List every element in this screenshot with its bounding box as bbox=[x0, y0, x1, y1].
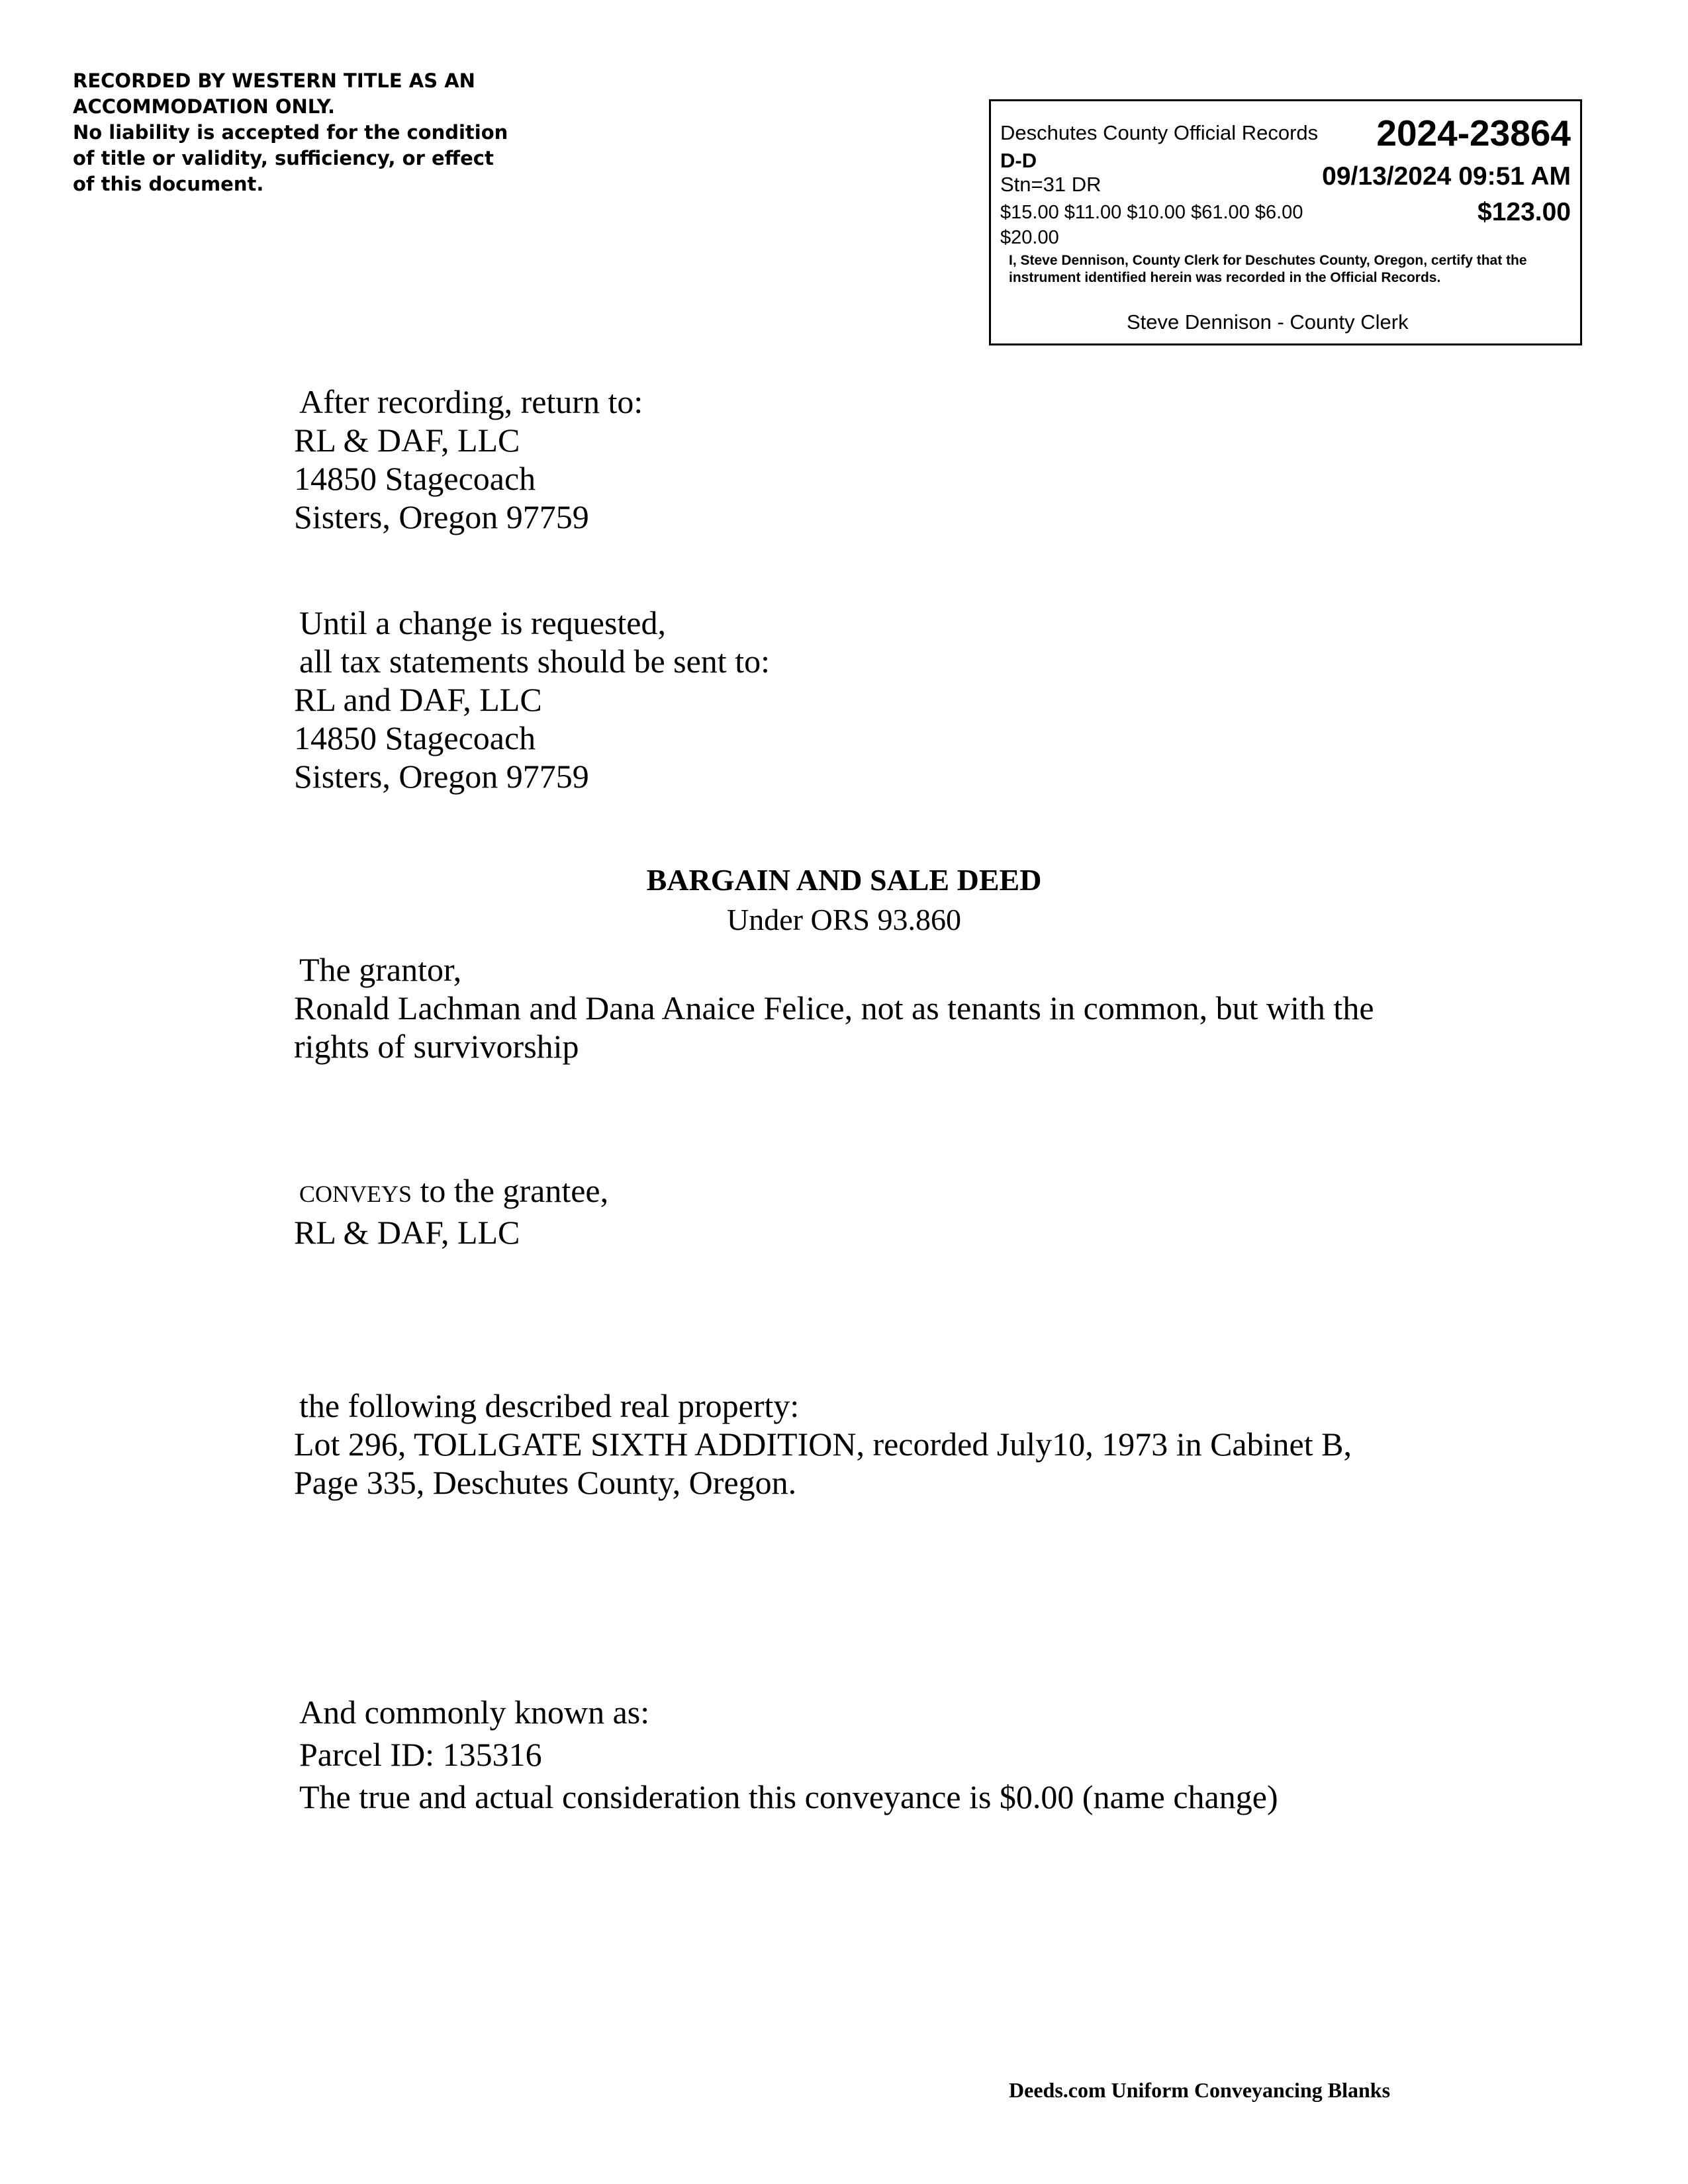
grantor-label: The grantor, bbox=[299, 951, 462, 988]
property-description-block bbox=[294, 1387, 1352, 1502]
conveys-line bbox=[294, 1171, 608, 1213]
deed-title-block bbox=[0, 860, 1688, 940]
disclaimer-line: of title or validity, sufficiency, or effect bbox=[73, 147, 494, 169]
grantee-block bbox=[294, 1171, 608, 1251]
property-description: Lot 296, TOLLGATE SIXTH ADDITION, recorded July10, 1973 in Cabinet B, bbox=[294, 1426, 1352, 1463]
stamp-document-number: 2024-23864 bbox=[1376, 113, 1571, 154]
disclaimer-line: ACCOMMODATION ONLY. bbox=[73, 95, 335, 118]
tax-name: RL and DAF, LLC bbox=[294, 681, 542, 718]
grantor-names-continued: rights of survivorship bbox=[294, 1028, 579, 1065]
stamp-signature: Steve Dennison - County Clerk bbox=[1127, 310, 1409, 334]
grantor-names: Ronald Lachman and Dana Anaice Felice, not as tenants in common, but with the bbox=[294, 989, 1374, 1026]
parcel-id: Parcel ID: 135316 bbox=[299, 1736, 542, 1773]
form-footer: Deeds.com Uniform Conveyancing Blanks bbox=[1009, 2078, 1391, 2102]
conveys-text: to the grantee, bbox=[412, 1172, 609, 1209]
stamp-fees-continued: $20.00 bbox=[1000, 227, 1059, 248]
recording-stamp bbox=[989, 99, 1582, 345]
stamp-office: Deschutes County Official Records bbox=[1000, 121, 1319, 144]
stamp-datetime: 09/13/2024 09:51 AM bbox=[1322, 162, 1571, 191]
property-description-continued: Page 335, Deschutes County, Oregon. bbox=[294, 1464, 797, 1501]
grantee-name: RL & DAF, LLC bbox=[294, 1214, 520, 1251]
return-heading: After recording, return to: bbox=[299, 383, 643, 420]
stamp-station: Stn=31 DR bbox=[1000, 173, 1102, 196]
stamp-doc-type: D-D bbox=[1000, 149, 1037, 172]
tax-statement-block bbox=[294, 604, 770, 796]
tax-city: Sisters, Oregon 97759 bbox=[294, 758, 589, 795]
return-address-block bbox=[294, 383, 643, 536]
tax-street: 14850 Stagecoach bbox=[294, 719, 536, 756]
recorder-disclaimer bbox=[73, 68, 589, 197]
disclaimer-line: No liability is accepted for the condition bbox=[73, 121, 508, 144]
deed-subtitle: Under ORS 93.860 bbox=[727, 903, 961, 936]
tax-heading-line: all tax statements should be sent to: bbox=[299, 643, 770, 680]
property-label: the following described real property: bbox=[299, 1387, 800, 1424]
deed-title: BARGAIN AND SALE DEED bbox=[646, 863, 1042, 897]
disclaimer-line: of this document. bbox=[73, 173, 264, 195]
tax-heading-line: Until a change is requested, bbox=[299, 604, 666, 641]
stamp-certification: I, Steve Dennison, County Clerk for Deschutes County, Oregon, certify that the instrument identified herein was recorded in the Official Records. bbox=[1009, 253, 1527, 285]
stamp-total: $123.00 bbox=[1477, 198, 1571, 226]
return-city: Sisters, Oregon 97759 bbox=[294, 498, 589, 535]
conveys-word: CONVEYS bbox=[299, 1181, 412, 1207]
return-street: 14850 Stagecoach bbox=[294, 460, 536, 497]
grantor-block bbox=[294, 950, 1374, 1066]
known-label: And commonly known as: bbox=[299, 1694, 650, 1731]
disclaimer-line: RECORDED BY WESTERN TITLE AS AN bbox=[73, 69, 475, 92]
commonly-known-block bbox=[294, 1691, 1278, 1818]
return-name: RL & DAF, LLC bbox=[294, 422, 520, 459]
stamp-fees: $15.00 $11.00 $10.00 $61.00 $6.00 bbox=[1000, 202, 1303, 223]
consideration-statement: The true and actual consideration this conveyance is $0.00 (name change) bbox=[299, 1778, 1278, 1815]
